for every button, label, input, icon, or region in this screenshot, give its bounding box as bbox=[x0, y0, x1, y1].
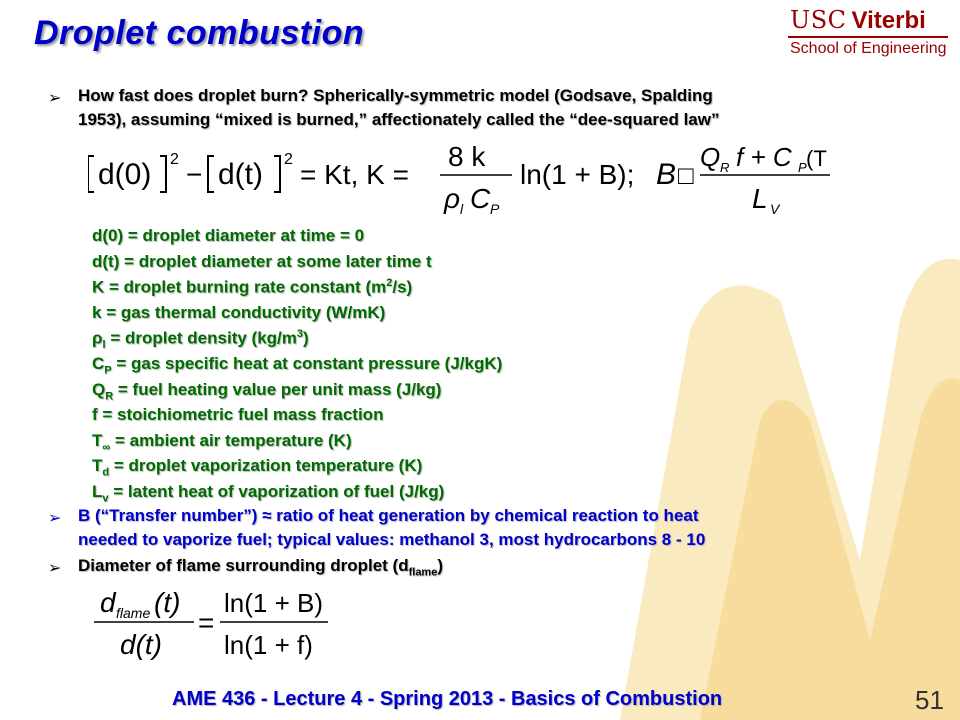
eq2-den-right: ln(1 + f) bbox=[224, 630, 313, 660]
definition-item: $Q_R$ = fuel heating value per unit mass (J/kg) bbox=[92, 379, 442, 402]
definition-item: d(t) = droplet diameter at some later time t bbox=[92, 251, 432, 271]
flame-diameter-equation bbox=[92, 586, 332, 660]
definition-item: $T_\infty$ = ambient air temperature (K) bbox=[92, 430, 352, 454]
svg-text:2: 2 bbox=[170, 151, 179, 168]
eq1-frac1-den: ρ bbox=[444, 183, 461, 214]
eq1-frac2-den: L bbox=[752, 183, 768, 214]
eq1-frac2-num: Q bbox=[700, 142, 721, 172]
d-squared-law-equation bbox=[88, 140, 838, 218]
definition-item: f = stoichiometric fuel mass fraction bbox=[92, 405, 384, 425]
definition-item: d(0) = droplet diameter at time = 0 bbox=[92, 226, 365, 245]
eq1-frac1-den-sub2: P bbox=[490, 201, 500, 217]
eq2-num-left-sub: flame bbox=[116, 605, 151, 621]
arrow-bullet-icon: ➢ bbox=[48, 510, 62, 527]
eq1-frac1-den-sub1: l bbox=[460, 201, 464, 217]
slide-title: Droplet combustion bbox=[34, 14, 365, 52]
definition-item: $C_P$ = gas specific heat at constant pressure (J/kgK) bbox=[92, 354, 503, 377]
arrow-bullet-icon: ➢ bbox=[48, 560, 62, 577]
definition-item: k = gas thermal conductivity (W/mK) bbox=[92, 302, 386, 322]
svg-text:−: − bbox=[186, 159, 203, 190]
arrow-bullet-icon: ➢ bbox=[48, 90, 62, 107]
bullet2-line2: needed to vaporize fuel; typical values: methanol 3, most hydrocarbons 8 - 10 bbox=[78, 530, 706, 549]
eq2-den-left: d(t) bbox=[120, 629, 162, 660]
eq1-frac2-den-sub: V bbox=[770, 201, 780, 217]
definition-item: K = droplet burning rate constant $(m^2/s)$ bbox=[92, 277, 413, 297]
eq2-num-left-rest: (t) bbox=[154, 587, 181, 618]
svg-text:2: 2 bbox=[284, 151, 293, 168]
logo-viterbi-text: Viterbi bbox=[851, 7, 926, 34]
slide-number: 51 bbox=[915, 685, 944, 715]
eq2-num-left: d bbox=[100, 587, 116, 618]
slide-footer: AME 436 - Lecture 4 - Spring 2013 - Basics of Combustion bbox=[172, 688, 723, 710]
eq1-mid: = Kt, K = bbox=[300, 159, 409, 190]
eq1-frac2-num-sub2: P bbox=[798, 160, 807, 175]
eq2-num-right: ln(1 + B) bbox=[224, 588, 323, 618]
eq1-frac1-den-c: C bbox=[470, 183, 491, 214]
eq1-frac2-num-paren: (T bbox=[806, 146, 827, 171]
definition-item: $T_d$ = droplet vaporization temperature (K) bbox=[92, 456, 423, 479]
eq1-frac1-num: 8 k bbox=[448, 141, 486, 172]
svg-text:□: □ bbox=[678, 160, 694, 190]
eq1-b-label: B bbox=[656, 158, 677, 191]
logo-school-text: School of Engineering bbox=[790, 40, 947, 57]
eq1-lhs-b: d(t) bbox=[218, 158, 263, 191]
bullet3-text: Diameter of flame surrounding droplet $(d_{flame})$ bbox=[78, 556, 444, 579]
bullet1-line1: How fast does droplet burn? Spherically-symmetric model (Godsave, Spalding bbox=[78, 86, 713, 105]
bullet2-line1: B (“Transfer number”) ≈ ratio of heat generation by chemical reaction to heat bbox=[78, 506, 699, 525]
eq1-log-term: ln(1 + B); bbox=[520, 159, 635, 190]
logo-usc-text: USC bbox=[790, 6, 847, 34]
eq2-equals: = bbox=[198, 607, 215, 638]
definition-item: $\rho_l$ = droplet density $(kg/m^3)$ bbox=[92, 328, 309, 352]
usc-viterbi-logo bbox=[788, 6, 950, 62]
eq1-frac2-num-sub1: R bbox=[720, 160, 730, 175]
eq1-frac2-num-rest: f + C bbox=[736, 142, 792, 172]
definition-item: $L_v$ = latent heat of vaporization of fuel (J/kg) bbox=[92, 482, 445, 505]
eq1-lhs-a: d(0) bbox=[98, 158, 152, 191]
logo-rule bbox=[788, 36, 948, 38]
bullet1-line2: 1953), assuming “mixed is burned,” affectionately called the “dee-squared law” bbox=[78, 110, 720, 129]
